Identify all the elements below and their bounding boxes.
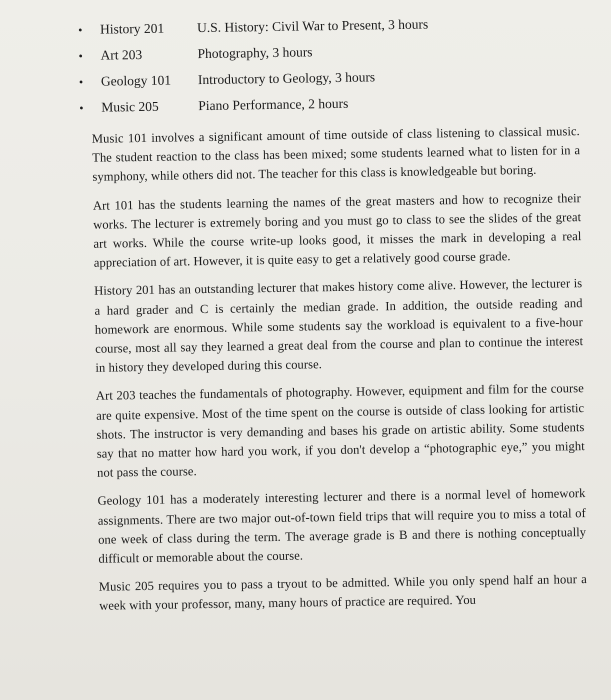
paragraph-music-101: Music 101 involves a significant amount of time outside of class listening to classical music. The student reaction to the class has been mixed; some students learned what to listen for in a symphony, while others did not. The teacher for this class is knowledgeable but boring. <box>91 124 581 185</box>
bullet-icon: • <box>78 22 83 37</box>
paragraph-art-101: Art 101 has the students learning the names of the great masters and how to recognize their works. The lecturer is extremely boring and you must go to class to see the slides of the great art works. While the course write-up looks good, it misses the mark in developing a real appreciation of art. However, it is quite easy to get a relatively good course grade. <box>92 190 582 270</box>
course-description: Introductory to Geology, 3 hours <box>197 69 376 88</box>
course-name: Art 203 <box>100 46 143 63</box>
course-name: Music 205 <box>101 98 159 115</box>
course-description: Piano Performance, 2 hours <box>198 95 349 114</box>
paragraph-history-201: History 201 has an outstanding lecturer that makes history come alive. However, the lecturer is a hard grader and C is certainly the median grade. In addition, the outside reading and homework are enormous. While some students say the workload is equivalent to a five-hour course, most all say they learned a great deal from the course and plan to continue the interest in history they developed during this course. <box>94 276 584 376</box>
bullet-icon: • <box>79 100 84 115</box>
paragraph-art-203: Art 203 teaches the fundamentals of photography. However, equipment and film for the course are quite expensive. Most of the time spent on the course is outside of class looking for artistic shots. The instructor is very demanding and bases his grade on artistic ability. Some students say that no matter how hard you work, if you don't develop a “photographic eye,” you might not pass the course. <box>95 381 585 481</box>
paragraph-music-205: Music 205 requires you to pass a tryout to be admitted. While you only spend half an hour a week with your professor, many, many hours of practice are required. You <box>98 572 587 614</box>
course-name: History 201 <box>99 20 165 37</box>
course-description: Photography, 3 hours <box>197 44 313 62</box>
page-content <box>78 14 587 616</box>
course-description: U.S. History: Civil War to Present, 3 hours <box>196 16 429 36</box>
paragraph-geology-101: Geology 101 has a moderately interesting lecturer and there is a normal level of homework assignments. There are two major out-of-town field trips that will require you to miss a total of one week of class during the term. The average grade is B and there is nothing conceptually difficult or memorable about the course. <box>97 486 587 566</box>
course-name: Geology 101 <box>100 72 172 89</box>
course-list <box>78 14 580 126</box>
bullet-icon: • <box>78 74 84 89</box>
bullet-icon: • <box>78 48 83 63</box>
